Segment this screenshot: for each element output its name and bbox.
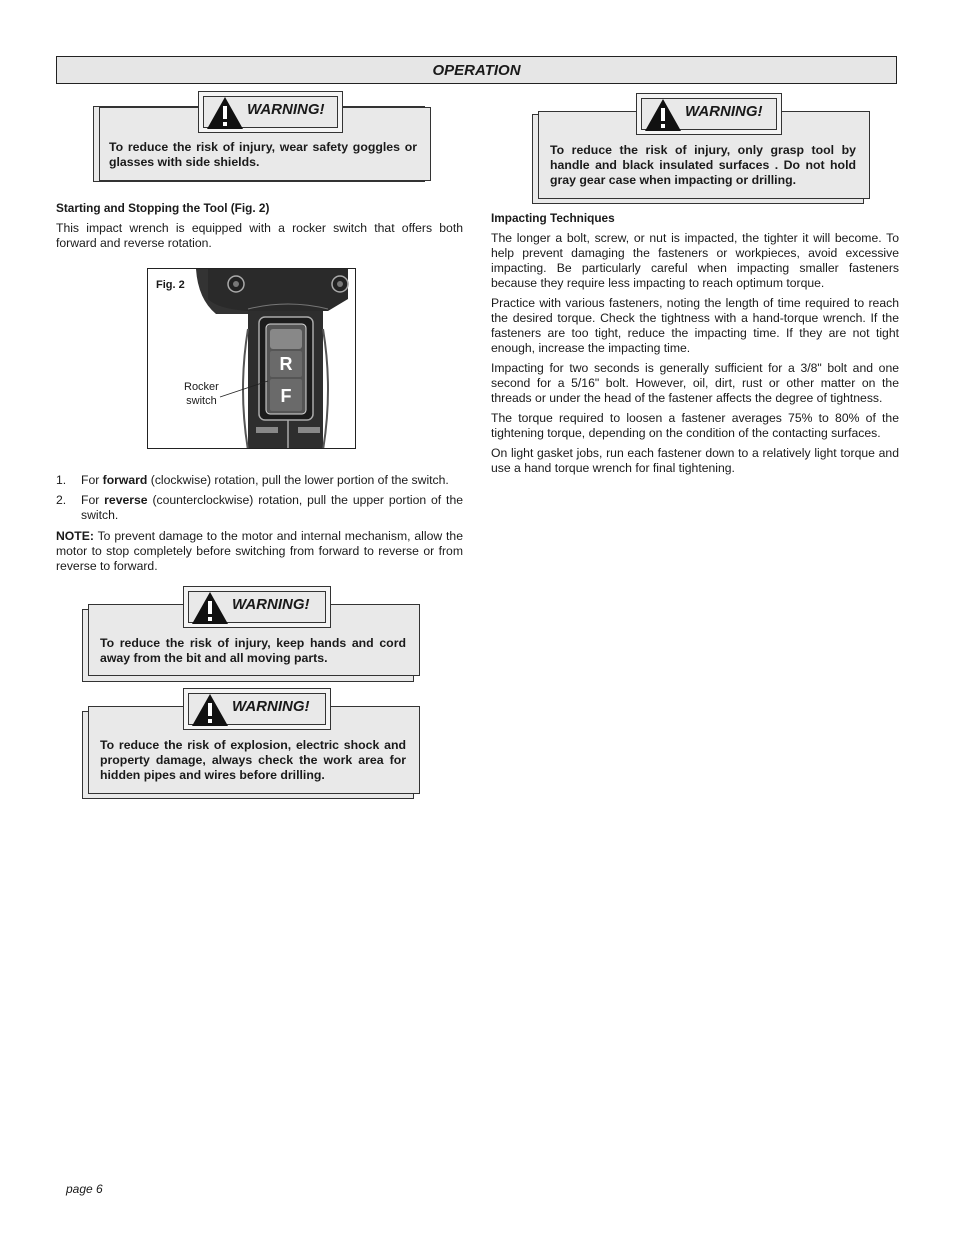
warning-text: To reduce the risk of injury, wear safety goggles or glasses with side shields. xyxy=(109,140,417,169)
section-header xyxy=(56,56,897,84)
impacting-paragraph-1: The longer a bolt, screw, or nut is impacted, the tighter it will become. To help prevent damaging the fasteners or workpieces, avoid excessive impacting. Be particularly careful when impacting smaller fasteners because they require less impacting to reach optimum torque. xyxy=(491,231,899,290)
warning-triangle-icon xyxy=(643,97,683,133)
warning-label: WARNING! xyxy=(247,101,325,118)
section-heading-impacting: Impacting Techniques xyxy=(491,211,615,225)
impacting-paragraph-5: On light gasket jobs, run each fastener down to a relatively light torque and use a hand torque wrench for final tightening. xyxy=(491,446,899,475)
note-label: NOTE: xyxy=(56,529,94,543)
warning-tab xyxy=(183,688,331,730)
figure-rocker-switch xyxy=(147,268,356,449)
impacting-paragraph-2: Practice with various fasteners, noting the length of time required to reach the desired torque. Check the tightness with a hand-torque wrench. If the fasteners are too tight, reduce the impacting time. If they are not tight enough, increase the impacting time. xyxy=(491,296,899,355)
warning-triangle-icon xyxy=(205,95,245,131)
rocker-switch-callout: Rocker switch xyxy=(184,381,219,407)
warning-label: WARNING! xyxy=(232,698,310,715)
warning-tab xyxy=(198,91,343,133)
warning-tab xyxy=(636,93,782,135)
tool-illustration xyxy=(148,269,356,449)
warning-box-grasp-handle xyxy=(532,93,872,205)
forward-letter: F xyxy=(280,386,292,406)
warning-tab xyxy=(183,586,331,628)
section-heading-start-stop: Starting and Stopping the Tool (Fig. 2) xyxy=(56,201,270,215)
intro-paragraph: This impact wrench is equipped with a rocker switch that offers both forward and reverse rotation. xyxy=(56,221,463,250)
warning-text: To reduce the risk of explosion, electric shock and property damage, always check the work area for hidden pipes and wires before drilling. xyxy=(100,738,406,782)
section-title: OPERATION xyxy=(432,62,521,79)
note-paragraph: NOTE: To prevent damage to the motor and internal mechanism, allow the motor to stop completely before switching from forward to reverse or from reverse to forward. xyxy=(56,529,463,573)
warning-text: To reduce the risk of injury, only grasp tool by handle and black insulated surfaces . Do not hold gray gear case when impacting or drilling. xyxy=(550,143,856,187)
impacting-paragraph-3: Impacting for two seconds is generally sufficient for a 3/8" bolt and one second for a 5/16" bolt. However, oil, dirt, rust or other matter on the threads or under the head of the fastener affects the degree of tightness. xyxy=(491,361,899,405)
warning-box-moving-parts xyxy=(82,586,422,682)
figure-label: Fig. 2 xyxy=(156,279,185,291)
warning-text: To reduce the risk of injury, keep hands and cord away from the bit and all moving parts. xyxy=(100,636,406,665)
warning-triangle-icon xyxy=(190,692,230,728)
warning-box-hidden-wires xyxy=(82,688,422,800)
warning-box-eye-protection xyxy=(93,91,433,187)
warning-label: WARNING! xyxy=(685,103,763,120)
warning-triangle-icon xyxy=(190,590,230,626)
warning-label: WARNING! xyxy=(232,596,310,613)
reverse-letter: R xyxy=(279,354,293,374)
page-number: page 6 xyxy=(66,1182,103,1196)
impacting-paragraph-4: The torque required to loosen a fastener averages 75% to 80% of the tightening torque, depending on the condition of the contacting surfaces. xyxy=(491,411,899,440)
